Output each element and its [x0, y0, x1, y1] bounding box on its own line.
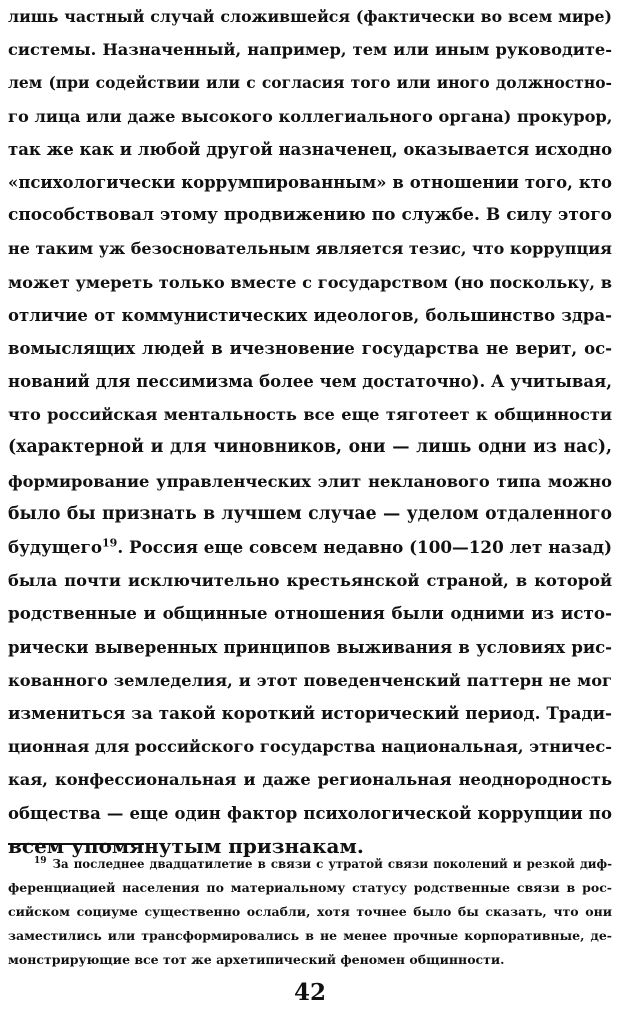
- footnote-line: ференциацией населения по материальному статусу родственные связи в рос-: [8, 880, 612, 895]
- text-line: может умереть только вместе с государством (но поскольку, в: [8, 272, 612, 292]
- text-line: была почти исключительно крестьянской страной, в которой: [8, 571, 612, 591]
- text-line: способствовал этому продвижению по службе. В силу этого: [8, 205, 612, 226]
- text-before-ref: будущего: [8, 537, 102, 557]
- text-line: вомыслящих людей в ичезновение государства не верит, ос-: [8, 338, 612, 358]
- text-line: измениться за такой короткий исторический период. Тради-: [8, 702, 612, 723]
- page-number: 42: [293, 979, 326, 1006]
- text-line: кованного земледелия, и этот поведенченский паттерн не мог: [8, 670, 612, 690]
- footnote-line: [8, 852, 612, 876]
- text-line: отличие от коммунистических идеологов, большинство здра-: [8, 305, 612, 325]
- footnote-line: сийском социуме существенно ослабли, хотя точнее было бы сказать, что они: [8, 904, 612, 919]
- footnote-first-text: За последнее двадцатилетие в связи с утратой связи поколений и резкой диф-: [52, 857, 612, 871]
- text-line: лем (при содействии или с согласия того или иного должностно-: [8, 73, 612, 93]
- main-text: [8, 0, 612, 863]
- footnote-reference: 19: [102, 536, 118, 550]
- text-line: кая, конфессиональная и даже региональная неоднородность: [8, 770, 612, 790]
- text-line: всем упомянутым признакам.: [8, 833, 364, 858]
- text-line: лишь частный случай сложившейся (фактически во всем мире): [8, 7, 612, 26]
- text-line: нований для пессимизма более чем достаточно). А учитывая,: [8, 372, 612, 392]
- text-line: (характерной и для чиновников, они — лишь одни из нас),: [8, 437, 612, 458]
- text-after-ref: . Россия еще совсем недавно (100—120 лет назад): [117, 537, 612, 557]
- footnote: [8, 852, 612, 972]
- text-line: было бы признать в лучшем случае — уделом отдаленного: [8, 503, 612, 524]
- text-line: «психологически коррумпированным» в отношении того, кто: [8, 172, 612, 192]
- text-line: так же как и любой другой назначенец, оказывается исходно: [8, 139, 613, 159]
- footnote-divider: [8, 843, 144, 845]
- text-line: общества — еще один фактор психологической коррупции по: [8, 803, 612, 823]
- text-line: формирование управленческих элит некланового типа можно: [8, 471, 612, 491]
- text-line: го лица или даже высокого коллегиального органа) прокурор,: [8, 106, 613, 126]
- footnote-line: монстрирующие все тот же архетипический феномен общинности.: [8, 952, 505, 967]
- footnote-marker: 19: [34, 856, 47, 867]
- text-line-with-footnote-ref: [8, 531, 612, 564]
- text-line: родственные и общинные отношения были одними из исто-: [8, 603, 612, 624]
- footnote-line: заместились или трансформировались в не менее прочные корпоративные, де-: [8, 928, 612, 943]
- text-line: не таким уж безосновательным является тезис, что коррупция: [8, 239, 612, 259]
- text-line: рически выверенных принципов выживания в условиях рис-: [8, 637, 612, 657]
- text-line: что российская ментальность все еще тяготеет к общинности: [8, 405, 612, 425]
- text-line: системы. Назначенный, например, тем или иным руководите-: [8, 40, 612, 60]
- text-line: ционная для российского государства национальная, этничес-: [8, 737, 612, 757]
